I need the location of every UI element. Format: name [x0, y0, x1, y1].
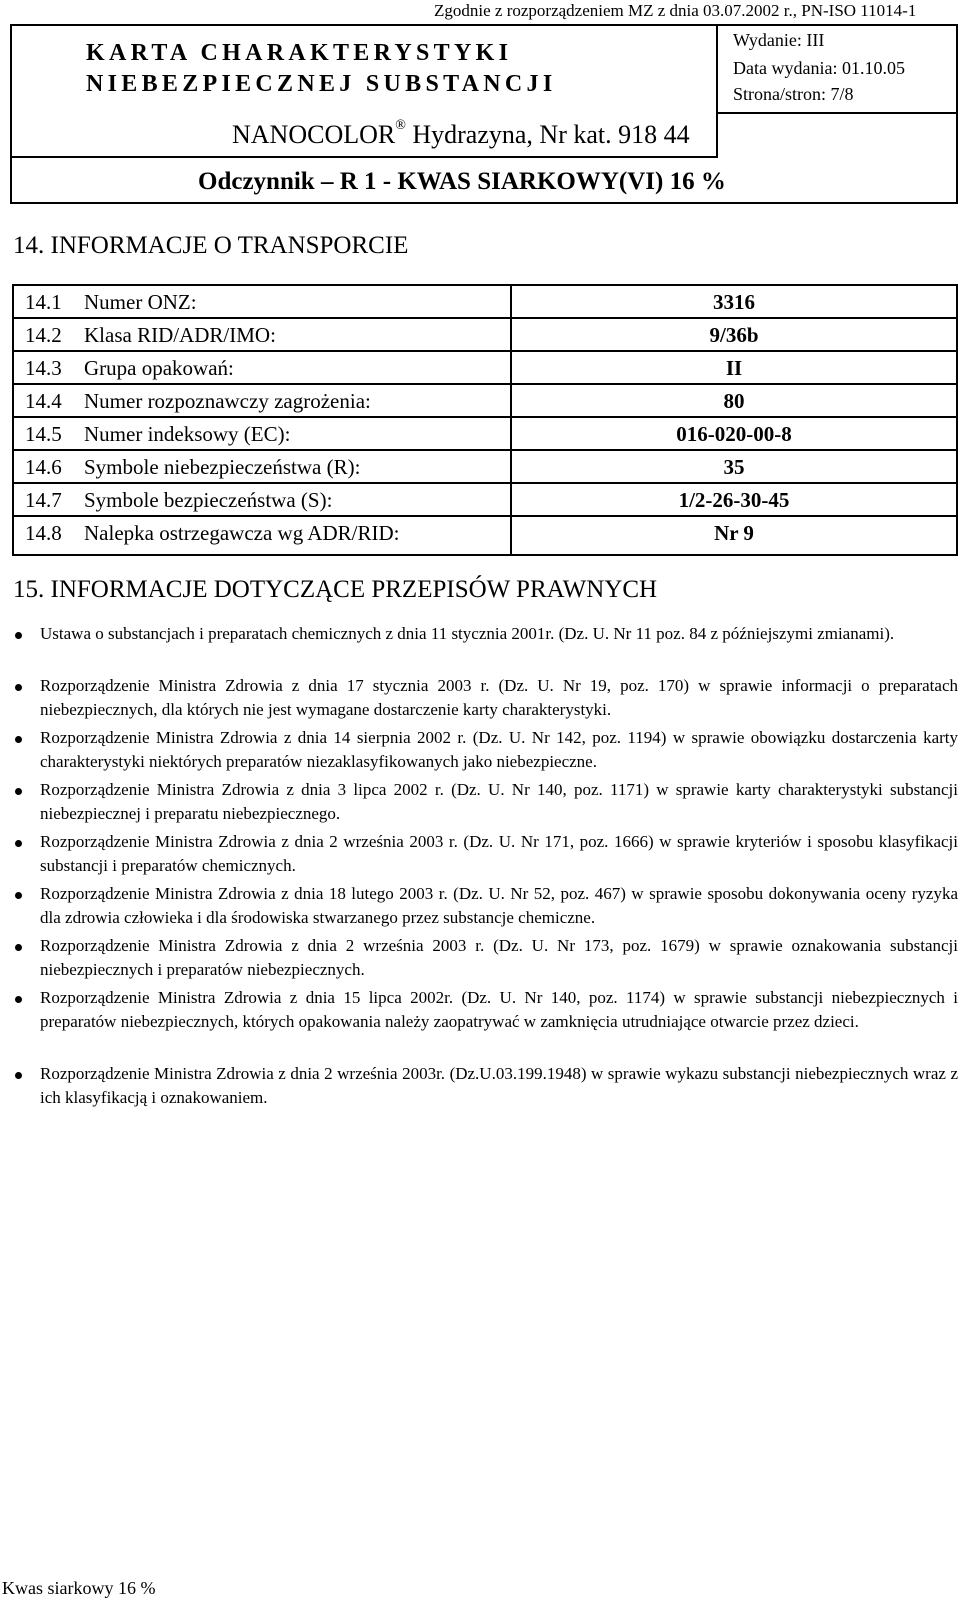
row-value: 80: [723, 389, 745, 413]
list-item: [40, 674, 958, 721]
table-row: [14, 319, 956, 352]
transport-table: [12, 284, 958, 556]
list-item: [40, 830, 958, 877]
header-title-cell: [12, 26, 718, 158]
product-brand: NANOCOLOR: [232, 120, 396, 149]
bullet-icon: [15, 996, 22, 1003]
table-row: [14, 517, 956, 550]
row-number: 14.7: [25, 488, 62, 512]
row-label: Numer ONZ:: [84, 290, 197, 314]
section-14-heading: 14. INFORMACJE O TRANSPORCIE: [13, 232, 409, 259]
document-title-line2: NIEBEZPIECZNEJ SUBSTANCJI: [86, 71, 557, 97]
list-item-text: Ustawa o substancjach i preparatach chemicznych z dnia 11 stycznia 2001r. (Dz. U. Nr 11 poz. 84 z późniejszymi zmianami).: [40, 624, 895, 643]
list-item-text: Rozporządzenie Ministra Zdrowia z dnia 18 lutego 2003 r. (Dz. U. Nr 52, poz. 467) w sprawie sposobu dokonywania oceny ryzyka dla zdrowia człowieka i dla środowiska stwarzanego przez substancje chemiczne.: [40, 884, 958, 927]
table-row: [14, 352, 956, 385]
row-value: 1/2-26-30-45: [678, 488, 790, 512]
row-number: 14.4: [25, 389, 62, 413]
table-row: [14, 385, 956, 418]
page-footer: Kwas siarkowy 16 %: [2, 1578, 156, 1598]
document-title-line1: KARTA CHARAKTERYSTYKI: [86, 40, 513, 66]
row-number: 14.5: [25, 422, 62, 446]
list-item-text: Rozporządzenie Ministra Zdrowia z dnia 15 lipca 2002r. (Dz. U. Nr 140, poz. 1174) w sprawie substancji niebezpiecznych i preparatów niebezpiecznych, których opakowania należy zaopatrywać w zamknięcia utrudniające otwarcie przez dzieci.: [40, 988, 958, 1031]
page-number: Strona/stron: 7/8: [733, 84, 854, 104]
bullet-icon: [15, 684, 22, 691]
bullet-icon: [15, 944, 22, 951]
table-row: [14, 286, 956, 319]
list-item: [40, 778, 958, 825]
list-item: [40, 986, 958, 1033]
table-row: [14, 484, 956, 517]
row-number: 14.1: [25, 290, 62, 314]
regulation-note: Zgodnie z rozporządzeniem MZ z dnia 03.07.2002 r., PN-ISO 11014-1: [434, 1, 917, 20]
list-item-text: Rozporządzenie Ministra Zdrowia z dnia 2 września 2003 r. (Dz. U. Nr 173, poz. 1679) w sprawie oznakowania substancji niebezpiecznych i preparatów niebezpiecznych.: [40, 936, 958, 979]
list-item: [40, 882, 958, 929]
row-label: Grupa opakowań:: [84, 356, 234, 380]
list-item-text: Rozporządzenie Ministra Zdrowia z dnia 14 sierpnia 2002 r. (Dz. U. Nr 142, poz. 1194) w sprawie obowiązku dostarczenia karty charakterystyki niektórych preparatów niezaklasyfikowanych jako niebezpieczne.: [40, 728, 958, 771]
row-value: II: [725, 356, 743, 380]
bullet-icon: [15, 788, 22, 795]
row-value: 016-020-00-8: [676, 422, 792, 446]
list-item-text: Rozporządzenie Ministra Zdrowia z dnia 2 września 2003 r. (Dz. U. Nr 171, poz. 1666) w sprawie kryteriów i sposobu klasyfikacji substancji i preparatów chemicznych.: [40, 832, 958, 875]
row-label: Symbole bezpieczeństwa (S):: [84, 488, 333, 512]
row-label: Nalepka ostrzegawcza wg ADR/RID:: [84, 521, 400, 545]
edition: Wydanie: III: [733, 30, 825, 50]
list-item: [40, 934, 958, 981]
row-number: 14.2: [25, 323, 62, 347]
row-number: 14.8: [25, 521, 62, 545]
list-item: [40, 622, 958, 646]
bullet-icon: [15, 892, 22, 899]
section-15-heading: 15. INFORMACJE DOTYCZĄCE PRZEPISÓW PRAWNYCH: [13, 576, 658, 603]
document-header: [10, 24, 958, 204]
row-value: 9/36b: [709, 323, 759, 347]
table-row: [14, 451, 956, 484]
bullet-icon: [15, 632, 22, 639]
row-value: 35: [723, 455, 745, 479]
row-value: 3316: [713, 290, 755, 314]
registered-mark: ®: [395, 118, 406, 134]
row-label: Numer indeksowy (EC):: [84, 422, 291, 446]
list-item-text: Rozporządzenie Ministra Zdrowia z dnia 2 września 2003r. (Dz.U.03.199.1948) w sprawie wykazu substancji niebezpiecznych wraz z ich klasyfikacją i oznakowaniem.: [40, 1064, 958, 1107]
table-row: [14, 418, 956, 451]
row-label: Klasa RID/ADR/IMO:: [84, 323, 276, 347]
bullet-icon: [15, 840, 22, 847]
row-label: Numer rozpoznawczy zagrożenia:: [84, 389, 371, 413]
row-label: Symbole niebezpieczeństwa (R):: [84, 455, 361, 479]
bullet-icon: [15, 736, 22, 743]
list-item: [40, 1062, 958, 1109]
list-item-text: Rozporządzenie Ministra Zdrowia z dnia 17 stycznia 2003 r. (Dz. U. Nr 19, poz. 170) w sprawie informacji o preparatach niebezpiecznych, dla których nie jest wymagane dostarczenie karty charakterystyki.: [40, 676, 958, 719]
issue-date: Data wydania: 01.10.05: [733, 58, 905, 78]
row-value: Nr 9: [714, 521, 754, 545]
list-item-text: Rozporządzenie Ministra Zdrowia z dnia 3 lipca 2002 r. (Dz. U. Nr 140, poz. 1171) w sprawie karty charakterystyki substancji niebezpiecznej i preparatu niebezpiecznego.: [40, 780, 958, 823]
list-item: [40, 726, 958, 773]
reagent-name: Odczynnik – R 1 - KWAS SIARKOWY(VI) 16 %: [198, 168, 726, 195]
product-name: [232, 120, 690, 150]
product-description: Hydrazyna, Nr kat. 918 44: [412, 120, 690, 149]
row-number: 14.6: [25, 455, 62, 479]
bullet-icon: [15, 1072, 22, 1079]
header-meta-cell: [718, 26, 958, 114]
row-number: 14.3: [25, 356, 62, 380]
